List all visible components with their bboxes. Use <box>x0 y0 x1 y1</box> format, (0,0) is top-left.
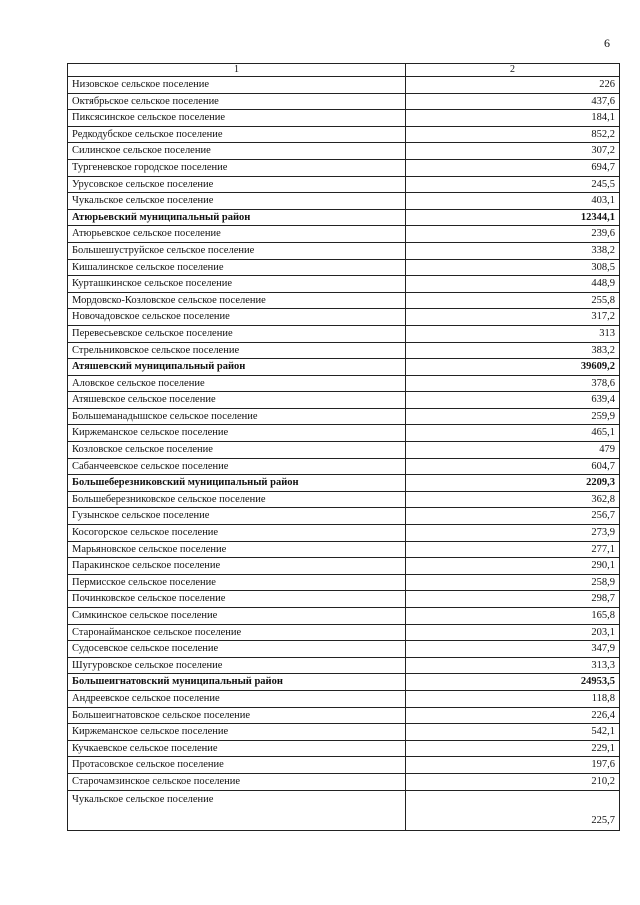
settlement-name: Пермисское сельское поселение <box>68 574 406 591</box>
amount-value: 210,2 <box>406 773 620 790</box>
settlement-name: Урусовское сельское поселение <box>68 176 406 193</box>
settlement-name: Косогорское сельское поселение <box>68 525 406 542</box>
amount-value: 12344,1 <box>406 209 620 226</box>
table-body <box>68 77 620 831</box>
table-row <box>68 608 620 625</box>
settlement-name: Кучкаевское сельское поселение <box>68 740 406 757</box>
amount-value: 203,1 <box>406 624 620 641</box>
amount-value: 245,5 <box>406 176 620 193</box>
amount-value: 225,7 <box>406 790 620 830</box>
table-row <box>68 242 620 259</box>
settlement-name: Редкодубское сельское поселение <box>68 126 406 143</box>
settlement-name: Стрельниковское сельское поселение <box>68 342 406 359</box>
settlement-name: Атяшевский муниципальный район <box>68 359 406 376</box>
table-row <box>68 690 620 707</box>
settlement-name: Силинское сельское поселение <box>68 143 406 160</box>
table-row <box>68 425 620 442</box>
amount-value: 259,9 <box>406 408 620 425</box>
settlement-name: Октябрьское сельское поселение <box>68 93 406 110</box>
amount-value: 448,9 <box>406 276 620 293</box>
table-row <box>68 226 620 243</box>
table-row <box>68 707 620 724</box>
amount-value: 852,2 <box>406 126 620 143</box>
district-total-row <box>68 209 620 226</box>
table-row <box>68 276 620 293</box>
table-row <box>68 193 620 210</box>
table-row <box>68 657 620 674</box>
settlement-name: Пиксясинское сельское поселение <box>68 110 406 127</box>
settlement-name: Симкинское сельское поселение <box>68 608 406 625</box>
amount-value: 604,7 <box>406 458 620 475</box>
district-total-row <box>68 475 620 492</box>
settlement-name: Большеманадышское сельское поселение <box>68 408 406 425</box>
amount-value: 197,6 <box>406 757 620 774</box>
table-row <box>68 790 620 830</box>
table-row <box>68 773 620 790</box>
settlement-name: Большеберезниковское сельское поселение <box>68 491 406 508</box>
settlement-name: Андреевское сельское поселение <box>68 690 406 707</box>
table-row <box>68 541 620 558</box>
table-row <box>68 574 620 591</box>
settlement-name: Атюрьевское сельское поселение <box>68 226 406 243</box>
table-row <box>68 93 620 110</box>
settlement-name: Аловское сельское поселение <box>68 375 406 392</box>
amount-value: 338,2 <box>406 242 620 259</box>
table-row <box>68 740 620 757</box>
settlement-name: Большеигнатовское сельское поселение <box>68 707 406 724</box>
amount-value: 184,1 <box>406 110 620 127</box>
budget-allocation-table <box>67 63 620 831</box>
table-row <box>68 724 620 741</box>
amount-value: 258,9 <box>406 574 620 591</box>
settlement-name: Большешуструйское сельское поселение <box>68 242 406 259</box>
settlement-name: Старочамзинское сельское поселение <box>68 773 406 790</box>
table-row <box>68 292 620 309</box>
settlement-name: Сабанчеевское сельское поселение <box>68 458 406 475</box>
amount-value: 378,6 <box>406 375 620 392</box>
settlement-name: Старонайманское сельское поселение <box>68 624 406 641</box>
amount-value: 273,9 <box>406 525 620 542</box>
settlement-name: Чукальское сельское поселение <box>68 193 406 210</box>
amount-value: 313 <box>406 325 620 342</box>
settlement-name: Перевесьевское сельское поселение <box>68 325 406 342</box>
table-row <box>68 525 620 542</box>
amount-value: 118,8 <box>406 690 620 707</box>
settlement-name: Мордовско-Козловское сельское поселение <box>68 292 406 309</box>
table-row <box>68 591 620 608</box>
amount-value: 542,1 <box>406 724 620 741</box>
column-header-1: 1 <box>68 64 406 77</box>
amount-value: 229,1 <box>406 740 620 757</box>
page-number: 6 <box>604 36 610 50</box>
table-row <box>68 558 620 575</box>
amount-value: 479 <box>406 442 620 459</box>
settlement-name: Атяшевское сельское поселение <box>68 392 406 409</box>
amount-value: 347,9 <box>406 641 620 658</box>
settlement-name: Починковское сельское поселение <box>68 591 406 608</box>
district-total-row <box>68 359 620 376</box>
settlement-name: Кишалинское сельское поселение <box>68 259 406 276</box>
district-total-row <box>68 674 620 691</box>
settlement-name: Большеберезниковский муниципальный район <box>68 475 406 492</box>
settlement-name: Шугуровское сельское поселение <box>68 657 406 674</box>
settlement-name: Козловское сельское поселение <box>68 442 406 459</box>
table-row <box>68 110 620 127</box>
amount-value: 256,7 <box>406 508 620 525</box>
table-header-row <box>68 64 620 77</box>
table-row <box>68 309 620 326</box>
settlement-name: Паракинское сельское поселение <box>68 558 406 575</box>
settlement-name: Киржеманское сельское поселение <box>68 724 406 741</box>
table-row <box>68 458 620 475</box>
amount-value: 317,2 <box>406 309 620 326</box>
amount-value: 639,4 <box>406 392 620 409</box>
amount-value: 308,5 <box>406 259 620 276</box>
table-row <box>68 624 620 641</box>
amount-value: 255,8 <box>406 292 620 309</box>
table-row <box>68 176 620 193</box>
table-row <box>68 159 620 176</box>
settlement-name: Низовское сельское поселение <box>68 77 406 94</box>
table-row <box>68 491 620 508</box>
amount-value: 694,7 <box>406 159 620 176</box>
table-row <box>68 392 620 409</box>
settlement-name: Курташкинское сельское поселение <box>68 276 406 293</box>
table-row <box>68 342 620 359</box>
amount-value: 313,3 <box>406 657 620 674</box>
amount-value: 437,6 <box>406 93 620 110</box>
amount-value: 277,1 <box>406 541 620 558</box>
amount-value: 362,8 <box>406 491 620 508</box>
table-row <box>68 375 620 392</box>
amount-value: 226 <box>406 77 620 94</box>
table-row <box>68 259 620 276</box>
amount-value: 165,8 <box>406 608 620 625</box>
amount-value: 226,4 <box>406 707 620 724</box>
amount-value: 298,7 <box>406 591 620 608</box>
amount-value: 307,2 <box>406 143 620 160</box>
table-row <box>68 442 620 459</box>
table-row <box>68 641 620 658</box>
settlement-name: Атюрьевский муниципальный район <box>68 209 406 226</box>
amount-value: 24953,5 <box>406 674 620 691</box>
column-header-2: 2 <box>406 64 620 77</box>
amount-value: 465,1 <box>406 425 620 442</box>
amount-value: 383,2 <box>406 342 620 359</box>
table-row <box>68 408 620 425</box>
amount-value: 403,1 <box>406 193 620 210</box>
settlement-name: Протасовское сельское поселение <box>68 757 406 774</box>
table-row <box>68 77 620 94</box>
settlement-name: Судосевское сельское поселение <box>68 641 406 658</box>
settlement-name: Тургеневское городское поселение <box>68 159 406 176</box>
table-row <box>68 508 620 525</box>
settlement-name: Киржеманское сельское поселение <box>68 425 406 442</box>
settlement-name: Новочадовское сельское поселение <box>68 309 406 326</box>
amount-value: 2209,3 <box>406 475 620 492</box>
amount-value: 290,1 <box>406 558 620 575</box>
settlement-name: Чукальское сельское поселение <box>68 790 406 830</box>
settlement-name: Марьяновское сельское поселение <box>68 541 406 558</box>
table-row <box>68 126 620 143</box>
table-row <box>68 757 620 774</box>
table-row <box>68 325 620 342</box>
table-row <box>68 143 620 160</box>
amount-value: 239,6 <box>406 226 620 243</box>
settlement-name: Гузынское сельское поселение <box>68 508 406 525</box>
amount-value: 39609,2 <box>406 359 620 376</box>
settlement-name: Большеигнатовский муниципальный район <box>68 674 406 691</box>
